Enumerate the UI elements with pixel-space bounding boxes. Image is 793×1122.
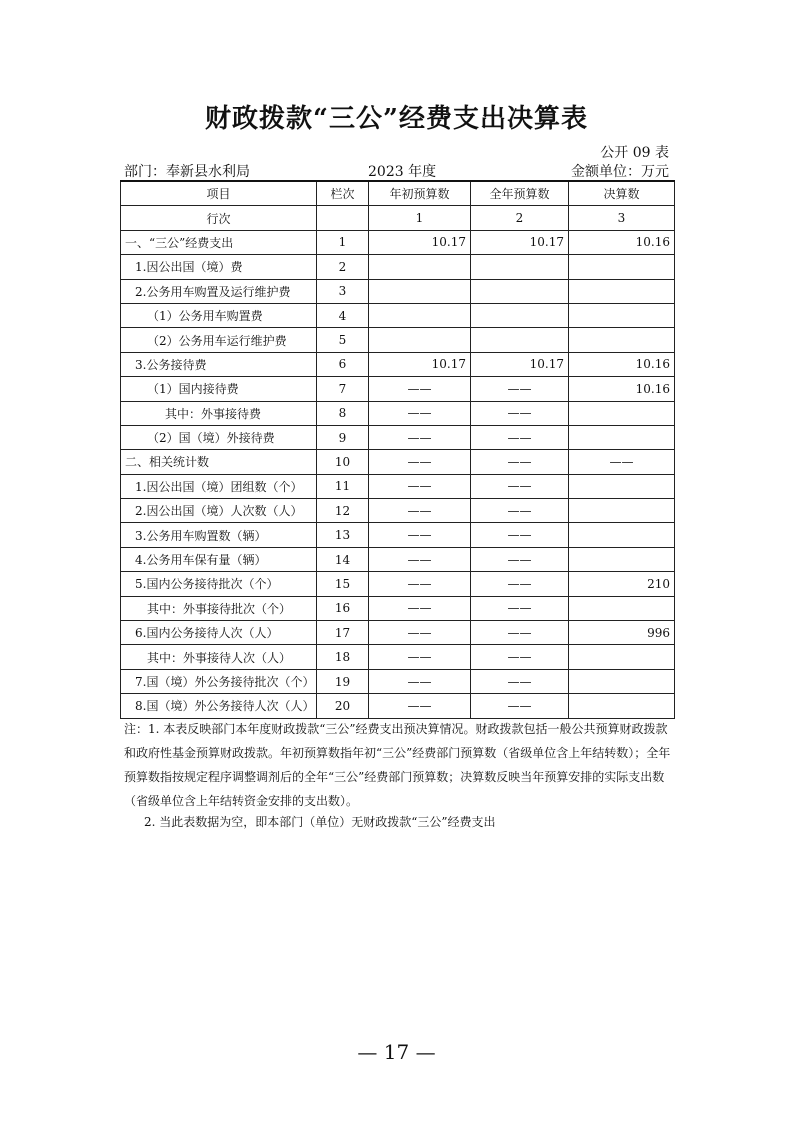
row-annual-budget <box>471 328 569 352</box>
row-annual-budget: —— <box>471 547 569 571</box>
row-annual-budget: —— <box>471 645 569 669</box>
row-initial-budget <box>369 255 471 279</box>
subheader-blank <box>317 206 369 230</box>
table-row <box>121 523 675 547</box>
row-annual-budget: —— <box>471 450 569 474</box>
row-line-number: 9 <box>317 425 369 449</box>
row-label: 3.公务接待费 <box>121 352 317 376</box>
row-label: 1.因公出国（境）费 <box>121 255 317 279</box>
table-title: 财政拨款“三公”经费支出决算表 <box>205 104 588 134</box>
row-label: （2）国（境）外接待费 <box>121 425 317 449</box>
page-number: — 17 — <box>357 1040 436 1064</box>
row-annual-budget: —— <box>471 377 569 401</box>
row-annual-budget <box>471 279 569 303</box>
row-line-number: 13 <box>317 523 369 547</box>
table-row <box>121 230 675 254</box>
row-final-account <box>569 547 675 571</box>
row-line-number: 3 <box>317 279 369 303</box>
row-line-number: 10 <box>317 450 369 474</box>
table-row <box>121 377 675 401</box>
row-line-number: 5 <box>317 328 369 352</box>
row-final-account <box>569 474 675 498</box>
table-row <box>121 596 675 620</box>
row-label: 二、相关统计数 <box>121 450 317 474</box>
row-final-account <box>569 694 675 718</box>
three-public-expense-table <box>120 180 675 719</box>
row-initial-budget: —— <box>369 425 471 449</box>
row-final-account: 10.16 <box>569 352 675 376</box>
row-initial-budget: —— <box>369 474 471 498</box>
row-annual-budget: —— <box>471 669 569 693</box>
row-final-account <box>569 279 675 303</box>
amount-unit: 金额单位：万元 <box>571 164 669 180</box>
row-annual-budget: —— <box>471 425 569 449</box>
table-row <box>121 303 675 327</box>
table-note-1: 注：1. 本表反映部门本年度财政拨款“三公”经费支出预决算情况。财政拨款包括一般公共预算财政拨款和政府性基金预算财政拨款。年初预算数指年初“三公”经费部门预算数（省级单位含上年结转数）；全年预算数指按规定程序调整调剂后的全年“三公”经费部门预算数；决算数反映当年预算安排的实际支出数（省级单位含上年结转资金安排的支出数）。 <box>124 722 671 808</box>
table-body <box>121 230 675 718</box>
row-final-account: 996 <box>569 621 675 645</box>
subheader-col1: 1 <box>369 206 471 230</box>
row-label: （2）公务用车运行维护费 <box>121 328 317 352</box>
row-initial-budget: —— <box>369 596 471 620</box>
row-final-account <box>569 425 675 449</box>
row-label: 6.国内公务接待人次（人） <box>121 621 317 645</box>
row-initial-budget: —— <box>369 694 471 718</box>
row-annual-budget: —— <box>471 694 569 718</box>
row-final-account <box>569 328 675 352</box>
row-line-number: 11 <box>317 474 369 498</box>
row-label: 5.国内公务接待批次（个） <box>121 572 317 596</box>
row-final-account <box>569 255 675 279</box>
row-line-number: 7 <box>317 377 369 401</box>
row-final-account: 10.16 <box>569 377 675 401</box>
row-final-account <box>569 523 675 547</box>
row-initial-budget: —— <box>369 450 471 474</box>
row-initial-budget: —— <box>369 401 471 425</box>
row-final-account <box>569 596 675 620</box>
row-label: 其中：外事接待批次（个） <box>121 596 317 620</box>
row-label: （1）国内接待费 <box>121 377 317 401</box>
row-line-number: 12 <box>317 499 369 523</box>
table-row <box>121 499 675 523</box>
row-initial-budget: —— <box>369 377 471 401</box>
table-row <box>121 352 675 376</box>
table-row <box>121 450 675 474</box>
row-initial-budget <box>369 279 471 303</box>
row-label: 8.国（境）外公务接待人次（人） <box>121 694 317 718</box>
row-line-number: 19 <box>317 669 369 693</box>
row-initial-budget: —— <box>369 499 471 523</box>
row-line-number: 16 <box>317 596 369 620</box>
row-initial-budget: —— <box>369 523 471 547</box>
table-row <box>121 621 675 645</box>
table-row <box>121 669 675 693</box>
row-initial-budget <box>369 328 471 352</box>
header-row <box>121 181 675 206</box>
row-initial-budget: 10.17 <box>369 230 471 254</box>
table-row <box>121 572 675 596</box>
department-label: 部门：奉新县水利局 <box>124 164 250 180</box>
row-final-account <box>569 669 675 693</box>
table-row <box>121 694 675 718</box>
row-final-account <box>569 303 675 327</box>
form-number: 公开 09 表 <box>600 145 669 161</box>
row-annual-budget <box>471 255 569 279</box>
row-line-number: 17 <box>317 621 369 645</box>
row-line-number: 1 <box>317 230 369 254</box>
table-note-2: 2. 当此表数据为空，即本部门（单位）无财政拨款“三公”经费支出 <box>144 815 496 829</box>
row-annual-budget: —— <box>471 401 569 425</box>
row-line-number: 8 <box>317 401 369 425</box>
row-final-account: 210 <box>569 572 675 596</box>
row-initial-budget: —— <box>369 645 471 669</box>
subheader-row <box>121 206 675 230</box>
row-initial-budget: —— <box>369 669 471 693</box>
row-final-account <box>569 645 675 669</box>
row-label: （1）公务用车购置费 <box>121 303 317 327</box>
row-final-account <box>569 499 675 523</box>
row-annual-budget: —— <box>471 499 569 523</box>
row-label: 3.公务用车购置数（辆） <box>121 523 317 547</box>
row-annual-budget: —— <box>471 596 569 620</box>
subheader-col2: 2 <box>471 206 569 230</box>
table-row <box>121 474 675 498</box>
row-line-number: 18 <box>317 645 369 669</box>
row-label: 2.公务用车购置及运行维护费 <box>121 279 317 303</box>
row-initial-budget: —— <box>369 621 471 645</box>
subheader-col3: 3 <box>569 206 675 230</box>
row-label: 4.公务用车保有量（辆） <box>121 547 317 571</box>
row-annual-budget: 10.17 <box>471 352 569 376</box>
subheader-label: 行次 <box>121 206 317 230</box>
table-row <box>121 255 675 279</box>
fiscal-year: 2023 年度 <box>368 164 437 180</box>
row-line-number: 6 <box>317 352 369 376</box>
row-annual-budget: —— <box>471 474 569 498</box>
row-line-number: 2 <box>317 255 369 279</box>
row-annual-budget: —— <box>471 621 569 645</box>
row-annual-budget: —— <box>471 572 569 596</box>
row-annual-budget <box>471 303 569 327</box>
row-label: 1.因公出国（境）团组数（个） <box>121 474 317 498</box>
table-row <box>121 328 675 352</box>
table-row <box>121 401 675 425</box>
row-initial-budget: 10.17 <box>369 352 471 376</box>
table-row <box>121 547 675 571</box>
row-final-account: 10.16 <box>569 230 675 254</box>
row-label: 其中：外事接待费 <box>121 401 317 425</box>
table-row <box>121 279 675 303</box>
col-header-initial-budget: 年初预算数 <box>369 181 471 206</box>
row-final-account: —— <box>569 450 675 474</box>
row-label: 2.因公出国（境）人次数（人） <box>121 499 317 523</box>
row-line-number: 15 <box>317 572 369 596</box>
row-line-number: 4 <box>317 303 369 327</box>
row-initial-budget: —— <box>369 572 471 596</box>
row-label: 7.国（境）外公务接待批次（个） <box>121 669 317 693</box>
row-initial-budget: —— <box>369 547 471 571</box>
table-row <box>121 425 675 449</box>
col-header-line: 栏次 <box>317 181 369 206</box>
col-header-final-account: 决算数 <box>569 181 675 206</box>
table-row <box>121 645 675 669</box>
row-label: 一、“三公”经费支出 <box>121 230 317 254</box>
row-line-number: 20 <box>317 694 369 718</box>
row-initial-budget <box>369 303 471 327</box>
row-annual-budget: 10.17 <box>471 230 569 254</box>
col-header-item: 项目 <box>121 181 317 206</box>
row-label: 其中：外事接待人次（人） <box>121 645 317 669</box>
row-final-account <box>569 401 675 425</box>
col-header-annual-budget: 全年预算数 <box>471 181 569 206</box>
row-annual-budget: —— <box>471 523 569 547</box>
row-line-number: 14 <box>317 547 369 571</box>
